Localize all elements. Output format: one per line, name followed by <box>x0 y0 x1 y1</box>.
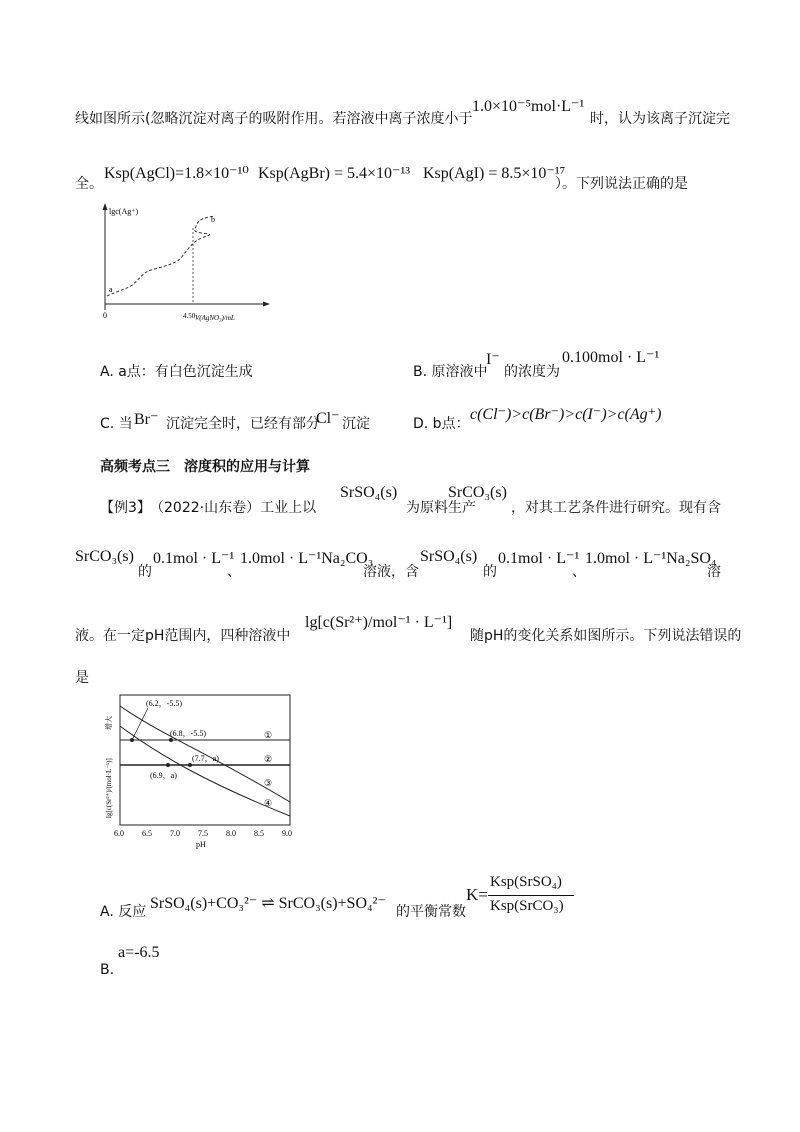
xtick-7-0: 7.0 <box>170 829 180 838</box>
option-d-formula: c(Cl⁻)>c(Br⁻)>c(I⁻)>c(Ag⁺) <box>470 406 662 423</box>
option-c-ion2: Cl⁻ <box>316 410 340 427</box>
intro-line1-tail: 时，认为该离子沉淀完 <box>590 111 730 127</box>
l4: 是 <box>75 670 89 686</box>
point-7-7 <box>188 763 192 767</box>
point-6-9 <box>166 763 170 767</box>
example3-label: 【例3】 <box>100 500 151 516</box>
l3-tail: 随pH的变化关系如图所示。下列说法错误的 <box>470 628 742 644</box>
option-c-text: C. 当 <box>100 416 133 432</box>
example3-mid1: 为原料生产 <box>406 500 476 516</box>
q2-option-a-denominator: Ksp(SrCO₃) <box>490 898 564 914</box>
option-c-tail: 沉淀 <box>342 416 370 432</box>
chart2-xlabel: pH <box>196 840 206 849</box>
l3-start: 液。在一定pH范围内，四种溶液中 <box>75 628 291 644</box>
xtick-6-5: 6.5 <box>142 829 152 838</box>
chart1-xlabel: V(AgNO₃)/mL <box>195 314 235 322</box>
l2-c2: 1.0mol · L⁻¹Na₂CO₃ <box>240 550 374 567</box>
example3-source: （2022·山东卷）工业上以 <box>150 500 317 516</box>
l2-srso4: SrSO₄(s) <box>420 548 478 565</box>
l2-c3: 0.1mol · L⁻¹ <box>498 550 580 567</box>
ksp-agbr: Ksp(AgBr) = 5.4×10⁻¹³ <box>258 165 411 182</box>
chart1-origin: 0 <box>103 311 107 320</box>
l2-tail: 溶 <box>707 564 721 580</box>
xtick-6-0: 6.0 <box>114 829 124 838</box>
chart1-point-a: a <box>109 285 113 294</box>
chart2-xticks <box>114 829 292 838</box>
chart1-curve <box>107 216 215 296</box>
intro-line2-start: 全。 <box>75 176 103 192</box>
xtick-9-0: 9.0 <box>282 829 292 838</box>
option-c-ion: Br⁻ <box>134 411 159 428</box>
q2-option-b-label: B. <box>100 962 115 978</box>
q2-option-a-k: K= <box>466 885 488 904</box>
concentration-threshold: 1.0×10⁻⁵mol·L⁻¹ <box>472 98 585 115</box>
example3-tail1: ，对其工艺条件进行研究。现有含 <box>511 500 721 516</box>
intro-line1 <box>75 108 472 128</box>
l2-mid: 溶液，含 <box>363 564 419 580</box>
xtick-8-0: 8.0 <box>226 829 236 838</box>
l2-c4: 1.0mol · L⁻¹Na₂SO₄ <box>585 550 717 567</box>
option-b-mid: 的浓度为 <box>504 364 560 380</box>
ksp-agcl: Ksp(AgCl)=1.8×10⁻¹⁰ <box>104 165 249 182</box>
q2-option-a-mid: 的平衡常数 <box>396 904 466 920</box>
option-a: A. a点：有白色沉淀生成 <box>100 364 253 380</box>
point-label-4: (6.9，a) <box>150 771 177 780</box>
example3-srco3: SrCO₃(s) <box>448 484 507 501</box>
q2-option-a-text: A. 反应 <box>100 904 147 920</box>
option-c-mid: 沉淀完全时，已经有部分 <box>166 416 320 432</box>
l2-de2: 的 <box>483 564 497 580</box>
intro-text: 线如图所示(忽略沉淀对离子的吸附作用。若溶液中离子浓度小于 <box>75 111 473 127</box>
l2-de: 的 <box>138 564 152 580</box>
point-label-2: (6.8，-5.5) <box>170 729 206 738</box>
option-b-text: B. 原溶液中 <box>413 364 488 380</box>
point-6-2-leader <box>133 708 148 738</box>
curve-label-1: ① <box>264 730 273 740</box>
chart1-point-b: b <box>211 215 215 224</box>
point-label-3: (7.7，a) <box>192 754 219 763</box>
chart1-xtick: 4.50 <box>183 312 196 320</box>
q2-option-a-numerator: Ksp(SrSO₄) <box>490 874 562 890</box>
curve-label-4: ④ <box>264 798 273 808</box>
chart2-ylabel-extra: 增大 <box>105 716 113 730</box>
q2-fraction-bar <box>488 895 574 896</box>
q2-option-a-reaction: SrSO₄(s)+CO₃²⁻ ⇌ SrCO₃(s)+SO₄²⁻ <box>150 895 386 912</box>
point-6-2 <box>130 738 134 742</box>
chart1-y-arrow <box>103 203 108 210</box>
curve-label-3: ③ <box>264 778 273 788</box>
intro-line2-tail: ）。下列说法正确的是 <box>555 176 688 192</box>
chart1-ylabel: lgc(Ag⁺) <box>109 207 139 216</box>
point-6-8 <box>169 738 173 742</box>
chart1-x-arrow <box>263 302 270 307</box>
ksp-agi: Ksp(AgI) = 8.5×10⁻¹⁷ <box>423 165 566 182</box>
option-b-ion: I⁻ <box>486 351 500 368</box>
q2-option-b-value: a=-6.5 <box>118 944 160 961</box>
l2-srco3: SrCO₃(s) <box>75 548 134 565</box>
xtick-7-5: 7.5 <box>198 829 208 838</box>
curve-label-2: ② <box>264 754 273 764</box>
sr-ph-chart <box>100 690 305 850</box>
l2-sep: 、 <box>227 564 241 580</box>
point-label-1: (6.2，-5.5) <box>146 699 182 708</box>
option-b-value: 0.100mol · L⁻¹ <box>562 349 660 366</box>
l3-formula: lg[c(Sr²⁺)/mol⁻¹ · L⁻¹] <box>305 614 453 631</box>
example3-srso4: SrSO₄(s) <box>340 484 398 501</box>
l2-c1: 0.1mol · L⁻¹ <box>153 550 235 567</box>
xtick-8-5: 8.5 <box>254 829 264 838</box>
l2-sep2: 、 <box>572 564 586 580</box>
titration-chart <box>95 200 285 325</box>
section-title: 高频考点三 溶度积的应用与计算 <box>100 459 310 475</box>
chart2-ylabel: lg[c(Sr²⁺)/(mol·L⁻¹)] <box>105 758 113 818</box>
option-d-text: D. b点： <box>413 416 470 432</box>
